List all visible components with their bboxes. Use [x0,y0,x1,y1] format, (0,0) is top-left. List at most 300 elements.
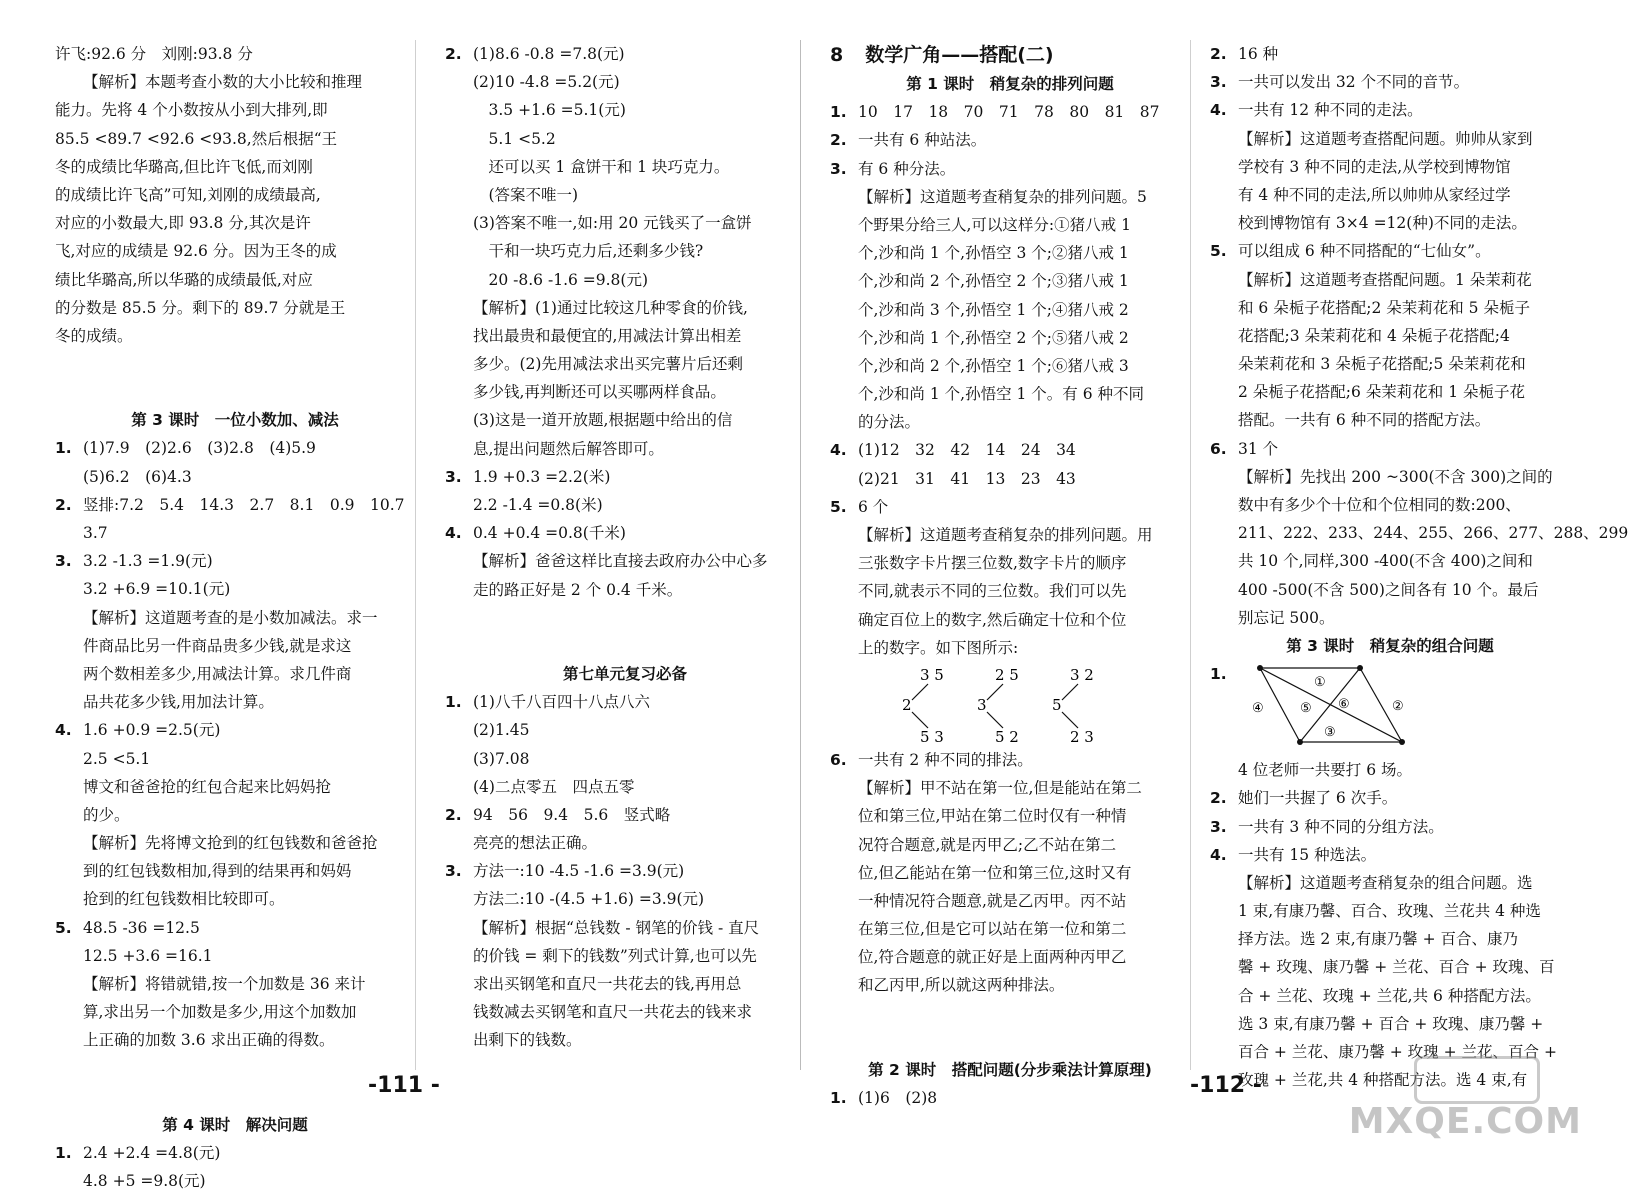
match-diagram-figure [1242,660,1422,750]
right-page-column-2 [1210,40,1628,1094]
answer-line [830,352,1190,380]
tree-top-label: 3 2 [1070,665,1094,684]
answer-line [445,322,805,350]
answer-line [445,378,805,406]
answer-line [1210,1010,1570,1038]
answer-line [830,915,1190,943]
answer-line [55,463,415,491]
answer-line [830,465,1190,493]
answer-line [1210,294,1570,322]
answer-item [1210,40,1570,68]
line-text: 求出买钢笔和直尺一共花去的钱,再用总 [473,975,742,993]
line-text: 两个数相差多少,用减法计算。求几件商 [83,664,352,683]
line-text: 亮亮的想法正确。 [473,834,598,853]
line-text: 【解析】将错就错,按一个加数是 36 来计 [83,975,366,993]
answer-line [1210,153,1570,181]
left-page-column-2 [445,40,805,1055]
item-number: 2. [830,131,847,150]
answer-item [830,436,1190,464]
item-number: 2. [1210,789,1227,808]
column-divider [415,40,416,1070]
answer-line [55,1167,415,1195]
answer-line [445,716,805,744]
line-text: 85.5 <89.7 <92.6 <93.8,然后根据“王 [55,129,338,148]
match-label: ① [1314,675,1326,691]
line-text: 方法二:10 -(4.5 +1.6) =3.9(元) [473,890,705,909]
answer-line [830,296,1190,324]
line-text: 三张数字卡片摆三位数,数字卡片的顺序 [858,554,1127,573]
answer-line [445,181,805,209]
answer-line [830,802,1190,830]
line-text: 别忘记 500。 [1238,608,1335,627]
line-text: 【解析】先找出 200 ~300(不含 300)之间的 [1238,467,1553,486]
item-number: 3. [1210,817,1227,836]
line-text: 飞,对应的成绩是 92.6 分。因为王冬的成 [55,242,337,261]
line-text: 花搭配;3 朵茉莉花和 4 朵栀子花搭配;4 [1238,326,1510,345]
answer-line [445,998,805,1026]
answer-item [1210,237,1570,265]
answer-line [55,575,415,603]
tree-top-label: 3 5 [920,665,944,684]
line-text: 多少。(2)先用减法求出买完薯片后还剩 [473,355,743,374]
line-text: 个,沙和尚 1 个,孙悟空 2 个;⑤猪八戒 2 [858,328,1129,347]
answer-line [55,942,415,970]
line-text: 【解析】(1)通过比较这几种零食的价钱, [473,298,748,317]
line-text: 的少。 [83,805,130,824]
page-gutter [800,40,801,1070]
item-number: 2. [445,45,462,63]
line-text: 位,符合题意的就正好是上面两种丙甲乙 [858,948,1127,967]
answer-line [55,801,415,829]
answer-item [1210,813,1570,841]
line-text: 【解析】这道题考查搭配问题。1 朵茉莉花 [1238,270,1532,289]
line-text: 【解析】本题考查小数的大小比较和推理 [83,73,363,92]
line-text: 的成绩比许飞高”可知,刘刚的成绩最高, [55,185,321,204]
answer-line [445,153,805,181]
line-text: 上的数字。如下图所示: [858,638,1019,657]
line-text: 94 56 9.4 5.6 竖式略 [473,805,671,824]
answer-line [55,1026,415,1054]
answer-line [55,96,415,124]
answer-item [830,1084,1190,1112]
line-text: 【解析】这道题考查稍复杂的组合问题。选 [1238,873,1533,892]
line-text: 211、222、233、244、255、266、277、288、299 [1238,524,1628,543]
line-text: (5)6.2 (6)4.3 [83,467,192,486]
line-text: 个,沙和尚 2 个,孙悟空 1 个;⑥猪八戒 3 [858,356,1129,375]
spacer [55,350,415,378]
answer-item [830,493,1190,521]
answer-item [445,463,805,491]
answer-line [55,266,415,294]
answer-item [1210,784,1570,812]
line-text: 3.2 -1.3 =1.9(元) [83,552,213,571]
column-divider [1190,40,1191,1070]
line-text: (4)二点零五 四点五零 [473,777,635,796]
teacher-point [1297,739,1303,745]
answer-line [830,774,1190,802]
tree-branch-line [912,684,928,700]
answer-line [1210,519,1628,547]
answer-item [445,857,805,885]
answer-line [445,96,805,124]
line-text: 12.5 +3.6 =16.1 [83,946,213,965]
answer-line [830,211,1190,239]
line-text: 位,但乙能站在第一位和第三位,这时又有 [858,863,1132,882]
answer-line [445,885,805,913]
line-text: 一共可以发出 32 个不同的音节。 [1238,73,1470,92]
line-text: (1)八千八百四十八点八六 [473,693,650,712]
item-number: 1. [55,1143,72,1162]
answer-item [55,914,415,942]
item-number: 2. [1210,45,1227,63]
answer-item [830,126,1190,154]
item-number: 1. [830,103,847,122]
answer-item [55,716,415,744]
answer-line [1210,982,1570,1010]
lesson-heading: 第七单元复习必备 [562,664,687,683]
teacher-point [1399,739,1405,745]
match-label: ③ [1324,725,1336,741]
line-text: (1)8.6 -0.8 =7.8(元) [473,45,625,63]
answer-line [830,887,1190,915]
answer-line [55,68,415,96]
item-number: 1. [445,693,462,712]
item-number: 4. [1210,101,1227,120]
line-text: 玫瑰 + 兰花,共 4 种搭配方法。选 4 束,有 [1238,1071,1528,1090]
line-text: 可以组成 6 种不同搭配的“七仙女”。 [1238,242,1491,261]
answer-item [55,547,415,575]
left-page-column-1 [55,40,415,1195]
answer-line [55,125,415,153]
line-text: 4.8 +5 =9.8(元) [83,1172,206,1191]
answer-line [55,998,415,1026]
line-text: 博文和爸爸抢的红包合起来比妈妈抢 [83,777,332,796]
spacer [445,604,805,632]
line-text: 她们一共握了 6 次手。 [1238,789,1398,808]
answer-line [1210,925,1570,953]
answer-line [830,239,1190,267]
line-text: 4 位老师一共要打 6 场。 [1238,761,1413,780]
line-text: 许飞:92.6 分 刘刚:93.8 分 [55,45,253,63]
line-text: 个,沙和尚 2 个,孙悟空 2 个;③猪八戒 1 [858,272,1129,291]
line-text: 【解析】这道题考查稍复杂的排列问题。5 [858,187,1147,206]
line-text: 3.7 [83,524,108,542]
answer-line [830,267,1190,295]
answer-line [1210,604,1570,632]
line-text: 31 个 [1238,439,1279,458]
line-text: 竖排:7.2 5.4 14.3 2.7 8.1 0.9 10.7 [83,495,405,514]
answer-line [1210,463,1570,491]
line-text: 在第三位,但是它可以站在第一位和第二 [858,920,1127,939]
item-number: 3. [55,552,72,571]
lesson-heading: 第 3 课时 稍复杂的组合问题 [1286,636,1494,655]
tree-branch-line [1062,684,1078,700]
tree-root-label: 2 [902,695,912,714]
answer-line [55,209,415,237]
answer-line [55,970,415,998]
line-text: (3)7.08 [473,749,530,768]
line-text: 个,沙和尚 3 个,孙悟空 1 个;④猪八戒 2 [858,300,1129,319]
answer-line [1210,756,1570,784]
line-text: 一共有 12 种不同的走法。 [1238,101,1423,120]
line-text: 个,沙和尚 1 个,孙悟空 1 个。有 6 种不同 [858,385,1145,404]
match-line [1260,668,1300,742]
answer-line [445,829,805,857]
item-number: 3. [445,467,462,486]
answer-line [55,660,415,688]
lesson-heading: 第 3 课时 一位小数加、减法 [131,411,339,430]
line-text: (1)6 (2)8 [858,1089,938,1107]
answer-line [445,773,805,801]
line-text: 的价钱 = 剩下的钱数”列式计算,也可以先 [473,946,757,965]
line-text: 钱数减去买钢笔和直尺一共花去的钱来求 [473,1003,753,1022]
line-text: 1.6 +0.9 =2.5(元) [83,721,221,740]
line-text: 百合 + 兰花、康乃馨 + 玫瑰 + 兰花、百合 + [1238,1043,1557,1061]
answer-item [1210,660,1570,756]
answer-line [830,577,1190,605]
answer-line [830,408,1190,436]
line-text: 400 -500(不含 500)之间各有 10 个。最后 [1238,580,1539,599]
line-text: 找出最贵和最便宜的,用减法计算出相差 [473,326,742,345]
line-text: (1)7.9 (2)2.6 (3)2.8 (4)5.9 [83,439,316,458]
line-text: 一种情况符合题意,就是乙丙甲。丙不站 [858,891,1127,910]
answer-line [1210,322,1570,350]
line-text: 择方法。选 2 束,有康乃馨 + 百合、康乃 [1238,930,1518,949]
answer-line [1210,378,1570,406]
line-text: 1 束,有康乃馨、百合、玫瑰、兰花共 4 种选 [1238,902,1541,921]
answer-line [830,324,1190,352]
page-number-right: -112 - [1190,1073,1262,1098]
tree-bottom-label: 2 3 [1070,727,1094,746]
item-number: 4. [55,721,72,740]
lesson-heading: 第 1 课时 稍复杂的排列问题 [906,75,1114,93]
line-text: 10 17 18 70 71 78 80 81 87 [858,103,1160,122]
item-number: 6. [1210,439,1227,458]
answer-line [830,606,1190,634]
line-text: 算,求出另一个加数是多少,用这个加数加 [83,1003,357,1022]
line-text: 校到博物馆有 3×4 =12(种)不同的走法。 [1238,214,1527,233]
teacher-point [1357,665,1363,671]
line-text: (2)21 31 41 13 23 43 [858,469,1076,488]
item-number: 6. [830,750,847,769]
teacher-point [1257,665,1263,671]
spacer [55,1055,415,1083]
line-text: 数中有多少个十位和个位相同的数:200、 [1238,496,1521,514]
line-text: 个野果分给三人,可以这样分:①猪八戒 1 [858,215,1131,234]
answer-line [445,1026,805,1054]
answer-line [445,745,805,773]
line-text: 2 朵栀子花搭配;6 朵茉莉花和 1 朵栀子花 [1238,383,1526,402]
line-text: 2.5 <5.1 [83,749,151,768]
line-text: 品共花多少钱,用加法计算。 [83,693,274,712]
line-text: 上正确的加数 3.6 求出正确的得数。 [83,1031,335,1050]
tree-root-label: 5 [1052,695,1062,714]
answer-item [830,746,1190,774]
match-label: ⑤ [1300,701,1312,717]
line-text: 20 -8.6 -1.6 =9.8(元) [473,270,649,289]
line-text: 馨 + 玫瑰、康乃馨 + 兰花、百合 + 玫瑰、百 [1238,958,1555,977]
answer-line [445,914,805,942]
line-text: 【解析】根据“总钱数 - 钢笔的价钱 - 直尺 [473,918,760,937]
answer-item [1210,841,1570,869]
item-number: 5. [55,918,72,937]
item-number: 3. [830,159,847,178]
answer-line [445,406,805,434]
answer-line [55,322,415,350]
line-text: 5.1 <5.2 [473,129,556,148]
answer-line [55,237,415,265]
line-text: 冬的成绩。 [55,326,133,345]
line-text: 的分法。 [858,413,921,432]
answer-item [1210,435,1570,463]
line-text: 还可以买 1 盒饼干和 1 块巧克力。 [473,157,730,176]
line-text: 合 + 兰花、玫瑰 + 兰花,共 6 种搭配方法。 [1238,986,1541,1005]
right-page-column-1 [830,40,1190,1112]
line-text: 冬的成绩比华璐高,但比许飞低,而刘刚 [55,157,313,176]
answer-line [1210,266,1570,294]
answer-line [55,745,415,773]
answer-line [55,773,415,801]
line-text: 【解析】先将博文抢到的红包钱数和爸爸抢 [83,834,378,853]
line-text: 个,沙和尚 1 个,孙悟空 3 个;②猪八戒 1 [858,244,1129,263]
line-text: 一共有 6 种站法。 [858,131,987,150]
answer-line [1210,576,1570,604]
line-text: 绩比华璐高,所以华璐的成绩最低,对应 [55,270,313,289]
line-text: 选 3 束,有康乃馨 + 百合 + 玫瑰、康乃馨 + [1238,1014,1544,1033]
answer-line [1210,897,1570,925]
line-text: 搭配。一共有 6 种不同的搭配方法。 [1238,411,1491,430]
line-text: 件商品比另一件商品贵多少钱,就是求这 [83,636,352,655]
answer-line [445,125,805,153]
answer-line [445,350,805,378]
line-text: 【解析】这道题考查稍复杂的排列问题。用 [858,526,1153,544]
item-number: 2. [55,495,72,514]
match-label: ④ [1252,701,1264,717]
answer-line [445,970,805,998]
lesson-heading: 第 2 课时 搭配问题(分步乘法计算原理) [868,1060,1152,1079]
line-text: 1.9 +0.3 =2.2(米) [473,467,611,486]
tree-top-label: 2 5 [995,665,1019,684]
line-text: (2)10 -4.8 =5.2(元) [473,73,620,92]
line-text: 【解析】这道题考查的是小数加减法。求一 [83,608,378,627]
item-number: 4. [1210,845,1227,864]
line-text: 一共有 2 种不同的排法。 [858,750,1033,769]
spacer [830,1000,1190,1028]
answer-item [445,40,805,68]
line-text: 有 6 种分法。 [858,159,956,178]
item-number: 1. [830,1089,847,1107]
line-text: 共 10 个,同样,300 -400(不含 400)之间和 [1238,552,1533,571]
answer-line [830,183,1190,211]
watermark-logo [1414,1056,1540,1104]
tree-branch-line [987,684,1003,700]
line-text: (答案不唯一) [473,185,579,204]
answer-line [830,521,1190,549]
line-text: 位和第三位,甲站在第二位时仅有一种情 [858,807,1127,826]
line-text: 6 个 [858,497,889,516]
item-number: 4. [830,441,847,460]
answer-item [55,434,415,462]
answer-line [830,971,1190,999]
answer-line [55,632,415,660]
answer-line [1210,181,1570,209]
answer-line [55,153,415,181]
line-text: 能力。先将 4 个小数按从小到大排列,即 [55,101,328,120]
arrangement-tree-figure [900,662,1200,746]
line-text: 16 种 [1238,45,1279,63]
unit-heading [830,40,1190,70]
line-text: 朵茉莉花和 3 朵栀子花搭配;5 朵茉莉花和 [1238,355,1526,374]
answer-line [830,634,1190,662]
answer-item [830,155,1190,183]
answer-line [830,549,1190,577]
answer-line [1210,547,1570,575]
line-text: 48.5 -36 =12.5 [83,918,200,937]
answer-line [55,604,415,632]
item-number: 1. [1210,665,1227,684]
answer-line [445,209,805,237]
line-text: (3)答案不唯一,如:用 20 元钱买了一盒饼 [473,214,752,233]
line-text: 确定百位上的数字,然后确定十位和个位 [858,610,1127,629]
answer-line [55,519,415,547]
answer-item [1210,96,1570,124]
line-text: 3.5 +1.6 =5.1(元) [473,101,626,120]
answer-line [830,380,1190,408]
line-text: 干和一块巧克力后,还剩多少钱? [473,242,704,261]
line-text: 2.2 -1.4 =0.8(米) [473,496,603,514]
page-number-left: -111 - [368,1073,440,1098]
line-text: 学校有 3 种不同的走法,从学校到博物馆 [1238,157,1511,176]
line-text: 有 4 种不同的走法,所以帅帅从家经过学 [1238,185,1511,204]
answer-line [1210,406,1570,434]
answer-line [55,181,415,209]
answer-line [445,942,805,970]
answer-item [445,801,805,829]
tree-branch-line [912,712,928,728]
line-text: 多少钱,再判断还可以买哪两样食品。 [473,383,726,402]
answer-line [1210,350,1570,378]
answer-item [1210,68,1570,96]
answer-line [445,435,805,463]
answer-line [445,237,805,265]
tree-branch-line [987,712,1003,728]
answer-item [55,1139,415,1167]
answer-line [445,294,805,322]
item-number: 3. [1210,73,1227,92]
answer-line [445,491,805,519]
line-text: 出剩下的钱数。 [473,1031,582,1050]
answer-line [55,885,415,913]
line-text: 【解析】爸爸这样比直接去政府办公中心多 [473,552,768,571]
answer-line [55,294,415,322]
answer-line [830,831,1190,859]
line-text: 走的路正好是 2 个 0.4 千米。 [473,580,683,599]
line-text: 和 6 朵栀子花搭配;2 朵茉莉花和 5 朵栀子 [1238,298,1530,317]
line-text: 【解析】甲不站在第一位,但是能站在第二 [858,779,1142,798]
tree-bottom-label: 5 3 [920,727,944,746]
line-text: 的分数是 85.5 分。剩下的 89.7 分就是王 [55,298,346,317]
line-text: 对应的小数最大,即 93.8 分,其次是许 [55,214,311,233]
line-text: 抢到的红包钱数相比较即可。 [83,890,285,909]
item-number: 5. [830,497,847,516]
answer-item [55,491,415,519]
line-text: 0.4 +0.4 =0.8(千米) [473,524,626,543]
item-number: 2. [445,805,462,824]
match-label: ② [1392,699,1404,715]
lesson-heading: 第 4 课时 解决问题 [162,1115,308,1134]
answer-line [55,829,415,857]
line-text: 3.2 +6.9 =10.1(元) [83,580,231,599]
